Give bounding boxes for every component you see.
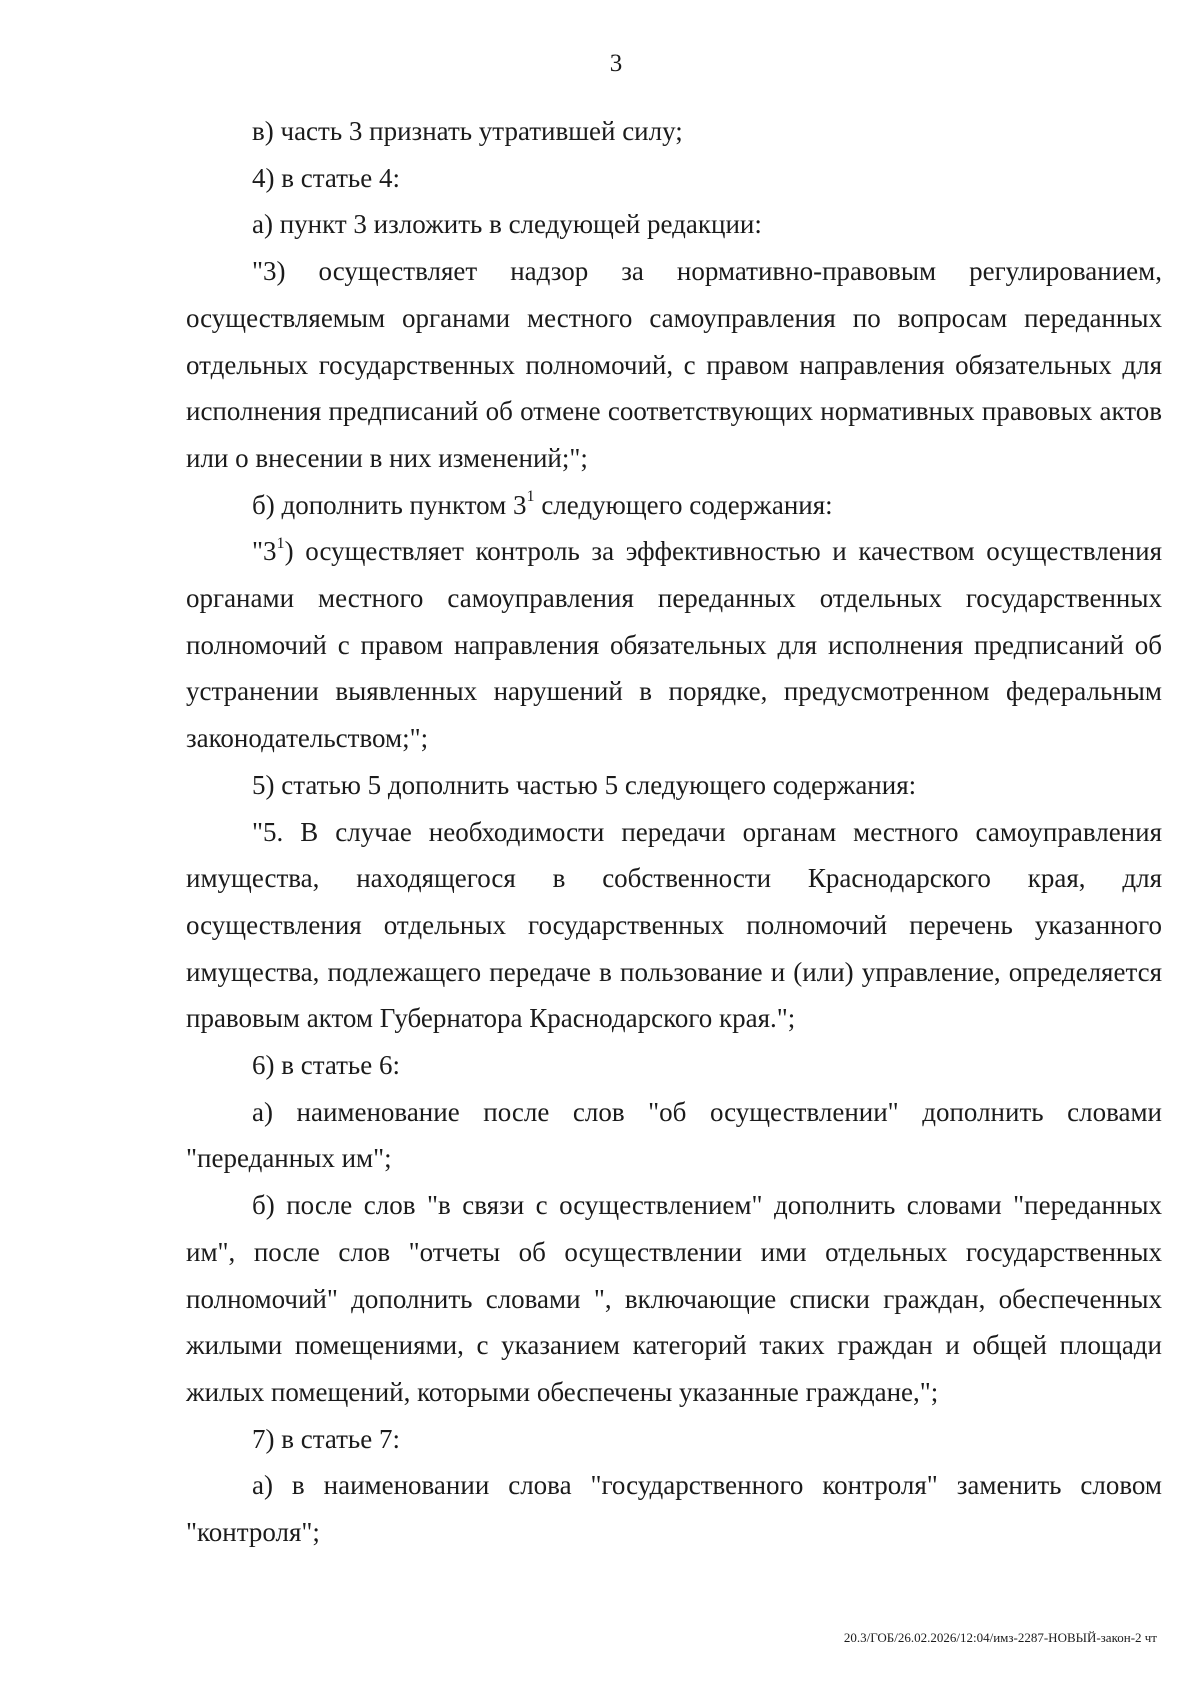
paragraph: 4) в статье 4:	[252, 162, 400, 193]
paragraph: "3) осуществляет надзор за нормативно-правовым регулированием, осуществляемым органами местного самоуправления по вопросам переданных отдельных государственных полномочий, с правом направления обязательных для исполнения предписаний об отмене соответствующих нормативных правовых актов или о внесении в них изменений;";	[186, 256, 1162, 473]
paragraph: а) в наименовании слова "государственного контроля" заменить словом "контроля";	[186, 1470, 1162, 1548]
document-footer-code: 20.3/ГОБ/26.02.2026/12:04/имз-2287-НОВЫЙ-закон-2 чт	[843, 1630, 1157, 1645]
superscript: 1	[276, 533, 285, 552]
paragraph-text: следующего содержания:	[534, 489, 833, 520]
paragraph	[186, 528, 1162, 762]
paragraph: а) пункт 3 изложить в следующей редакции:	[252, 209, 762, 240]
paragraph	[186, 482, 1162, 529]
paragraph: б) после слов "в связи с осуществлением" дополнить словами "переданных им", после слов "отчеты об осуществлении ими отдельных государственных полномочий" дополнить словами ", включающие списки граждан, обеспеченных жилыми помещениями, с указанием категорий таких граждан и общей площади жилых помещений, которыми обеспечены указанные граждане,";	[186, 1190, 1162, 1407]
paragraph-text: "3	[252, 536, 277, 567]
paragraph: 6) в статье 6:	[252, 1050, 400, 1081]
superscript: 1	[526, 487, 535, 506]
page-number: 3	[609, 50, 623, 77]
document-body	[186, 108, 1162, 1556]
paragraph: "5. В случае необходимости передачи органам местного самоуправления имущества, находящегося в собственности Краснодарского края, для осуществления отдельных государственных полномочий перечень указанного имущества, подлежащего передаче в пользование и (или) управление, определяется правовым актом Губернатора Краснодарского края.";	[186, 816, 1162, 1034]
paragraph: а) наименование после слов "об осуществлении" дополнить словами "переданных им";	[186, 1096, 1162, 1174]
paragraph: 5) статью 5 дополнить частью 5 следующего содержания:	[252, 769, 917, 800]
paragraph: в) часть 3 признать утратившей силу;	[252, 116, 683, 146]
paragraph-text: б) дополнить пунктом 3	[252, 489, 527, 520]
paragraph-text: ) осуществляет контроль за эффективностью и качеством осуществления органами местного самоуправления переданных отдельных государственных полномочий с правом направления обязательных для исполнения предписаний об устранении выявленных нарушений в порядке, предусмотренном федеральным законодательством;";	[186, 536, 1162, 754]
paragraph: 7) в статье 7:	[252, 1423, 400, 1454]
